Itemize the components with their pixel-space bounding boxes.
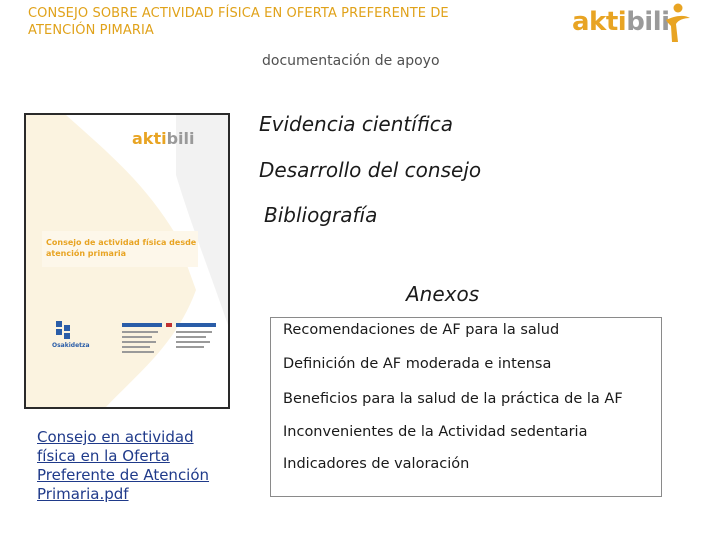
page-title <box>28 5 548 39</box>
brand-logo <box>568 2 692 42</box>
brand-figure-icon <box>660 2 692 44</box>
annex-item-definition[interactable]: Definición de AF moderada e intensa <box>283 356 552 372</box>
document-thumbnail[interactable] <box>24 113 230 409</box>
page-title-line-1: CONSEJO SOBRE ACTIVIDAD FÍSICA EN OFERTA PREFERENTE DE <box>28 6 449 21</box>
annex-item-drawbacks[interactable]: Inconvenientes de la Actividad sedentaria <box>283 424 588 440</box>
annex-item-benefits[interactable]: Beneficios para la salud de la práctica de la AF <box>283 391 623 407</box>
development-link[interactable]: Desarrollo del consejo <box>259 158 482 182</box>
page-title-line-2: ATENCIÓN PIMARIA <box>28 23 154 38</box>
evidence-link[interactable]: Evidencia científica <box>259 112 453 136</box>
annexes-panel <box>270 317 662 497</box>
annex-item-indicators[interactable]: Indicadores de valoración <box>283 456 470 472</box>
annex-item-recommendations[interactable]: Recomendaciones de AF para la salud <box>283 322 560 338</box>
document-cover-title: Consejo de actividad física desde atención primaria <box>46 238 197 258</box>
brand-logo-part-2: bili <box>626 7 670 37</box>
document-logo: aktibili <box>132 129 195 148</box>
bibliography-link[interactable]: Bibliografía <box>264 203 378 227</box>
document-cover-art <box>26 115 228 407</box>
document-cover-org: Osakidetza <box>52 342 90 349</box>
document-pdf-link[interactable]: Consejo en actividad física en la Oferta Preferente de Atención Primaria.pdf <box>37 428 210 503</box>
brand-logo-part-1: akti <box>572 7 627 37</box>
annexes-link[interactable]: Anexos <box>406 282 480 306</box>
page-subtitle: documentación de apoyo <box>262 53 440 69</box>
